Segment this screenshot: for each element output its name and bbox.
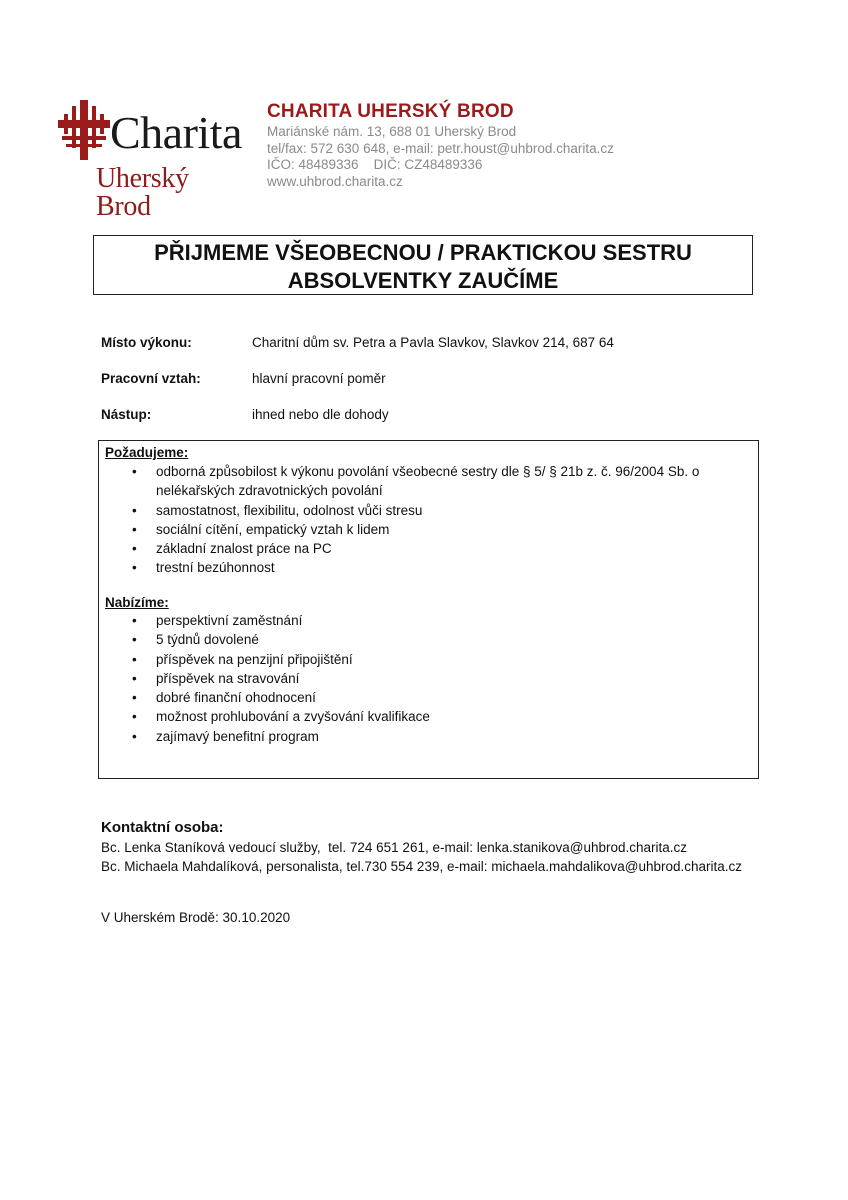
- offers-list: [99, 611, 754, 746]
- bullet-icon: •: [132, 728, 137, 744]
- charita-cross-icon: [58, 100, 110, 160]
- bullet-icon: •: [132, 502, 137, 518]
- list-item: • sociální cítění, empatický vztah k lidem: [99, 520, 754, 539]
- bullet-icon: •: [132, 464, 137, 479]
- list-item: • perspektivní zaměstnání: [99, 611, 754, 630]
- org-header: [267, 100, 614, 190]
- org-web: www.uhbrod.charita.cz: [267, 173, 403, 189]
- info-label: Místo výkonu:: [101, 335, 192, 350]
- place-date: V Uherském Brodě: 30.10.2020: [101, 910, 291, 925]
- bullet-icon: •: [132, 670, 137, 686]
- org-contact: tel/fax: 572 630 648, e-mail: petr.houst@uhbrod.charita.cz: [267, 140, 614, 156]
- list-item: • zajímavý benefitní program: [99, 727, 754, 746]
- logo-wordmark: Charita: [110, 107, 242, 158]
- contact-heading: Kontaktní osoba:: [101, 819, 224, 836]
- bullet-icon: •: [132, 560, 137, 576]
- bullet-icon: •: [132, 613, 137, 628]
- list-item: • dobré finanční ohodnocení: [99, 688, 754, 707]
- charita-logo: [58, 100, 242, 222]
- contact-line: Bc. Lenka Staníková vedoucí služby, tel. 724 651 261, e-mail: lenka.stanikova@uhbrod.charita.cz: [101, 840, 688, 855]
- contact-line: Bc. Michaela Mahdalíková, personalista, tel.730 554 239, e-mail: michaela.mahdalikova@uhbrod.charita.cz: [101, 859, 743, 874]
- list-item: • příspěvek na penzijní připojištění: [99, 650, 754, 669]
- job-title-line-2: ABSOLVENTKY ZAUČÍME: [287, 268, 559, 293]
- job-title-box: [93, 235, 753, 295]
- list-item: • základní znalost práce na PC: [99, 539, 754, 558]
- requirements-offers-box: [98, 440, 759, 779]
- org-name: CHARITA UHERSKÝ BROD: [267, 101, 514, 122]
- info-value: ihned nebo dle dohody: [252, 407, 389, 422]
- info-label: Nástup:: [101, 407, 152, 422]
- contact-section: [101, 818, 742, 876]
- bullet-icon: •: [132, 632, 137, 648]
- list-item: • trestní bezúhonnost: [99, 558, 754, 577]
- org-address: Mariánské nám. 13, 688 01 Uherský Brod: [267, 124, 517, 139]
- logo-subtitle: Uherský Brod: [96, 163, 189, 222]
- list-item: • odborná způsobilost k výkonu povolání všeobecné sestry dle § 5/ § 21b z. č. 96/2004 Sb. o nelékařských zdravotnických povolání: [132, 464, 700, 499]
- list-item: • příspěvek na stravování: [99, 669, 754, 688]
- requirements-list: [99, 462, 754, 578]
- bullet-icon: •: [132, 709, 137, 725]
- bullet-icon: •: [132, 541, 137, 557]
- bullet-icon: •: [132, 651, 137, 667]
- list-item: • 5 týdnů dovolené: [99, 630, 754, 649]
- offers-heading: Nabízíme:: [105, 595, 169, 610]
- bullet-icon: •: [132, 521, 137, 537]
- info-value: Charitní dům sv. Petra a Pavla Slavkov, Slavkov 214, 687 64: [252, 335, 614, 350]
- bullet-icon: •: [132, 690, 137, 706]
- list-item: • samostatnost, flexibilitu, odolnost vůči stresu: [99, 501, 754, 520]
- org-ids: IČO: 48489336 DIČ: CZ48489336: [267, 157, 483, 172]
- job-title-line-1: PŘIJMEME VŠEOBECNOU / PRAKTICKOU SESTRU: [154, 240, 692, 265]
- list-item: • možnost prohlubování a zvyšování kvalifikace: [99, 707, 754, 726]
- info-label: Pracovní vztah:: [101, 371, 201, 386]
- requirements-heading: Požadujeme:: [105, 445, 189, 460]
- info-value: hlavní pracovní poměr: [252, 371, 386, 386]
